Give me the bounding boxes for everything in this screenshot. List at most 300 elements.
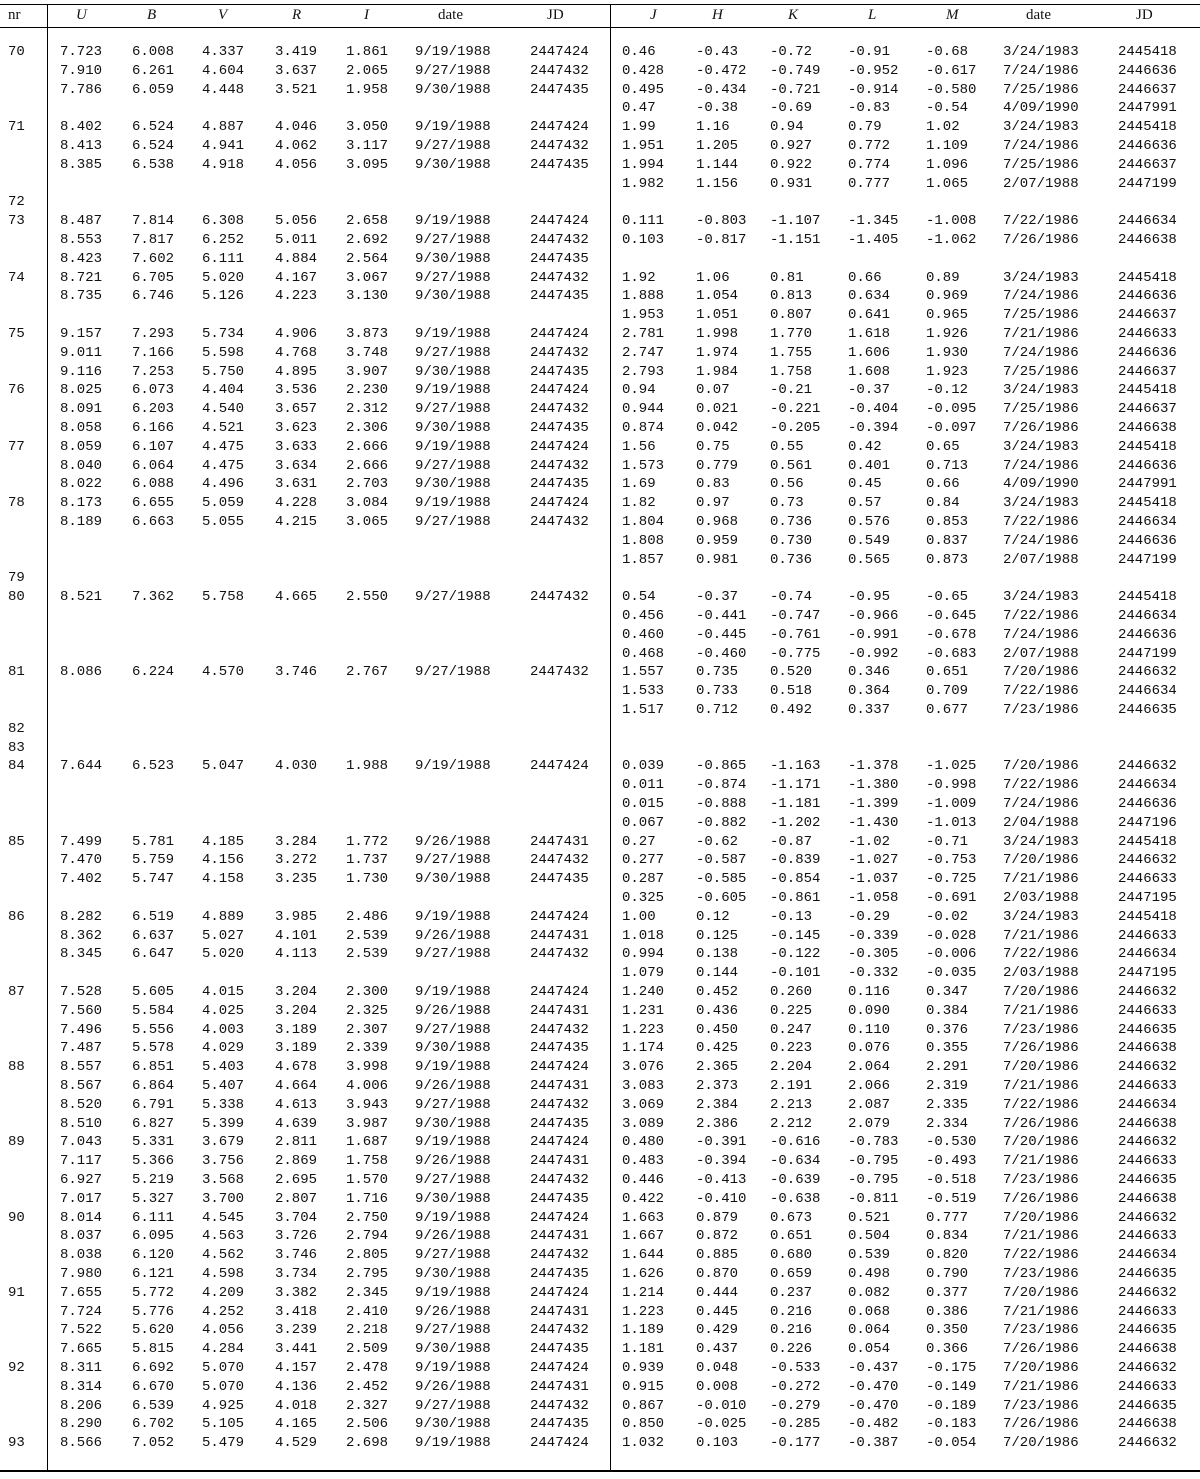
cell-v: 5.403	[202, 1059, 245, 1076]
table-row	[0, 1360, 1200, 1379]
cell-jd: 2447435	[530, 1190, 589, 1207]
cell-v: 4.158	[202, 871, 245, 888]
cell-k: 0.931	[770, 175, 813, 192]
cell-i: 1.758	[346, 1153, 389, 1170]
cell-jd: 2446637	[1118, 81, 1177, 98]
cell-b: 6.670	[132, 1378, 175, 1395]
cell-h: 1.144	[696, 156, 739, 173]
cell-date: 9/19/1988	[415, 758, 491, 775]
table-row	[0, 514, 1200, 533]
table-row	[0, 777, 1200, 796]
cell-h: 0.021	[696, 401, 739, 418]
cell-u: 8.385	[60, 156, 103, 173]
cell-i: 3.065	[346, 514, 389, 530]
cell-date: 7/24/1986	[1003, 457, 1079, 474]
cell-jd: 2447199	[1118, 175, 1177, 192]
cell-m: -0.149	[926, 1378, 977, 1395]
cell-r: 3.623	[275, 420, 318, 436]
table-row	[0, 984, 1200, 1003]
table-row	[0, 1304, 1200, 1323]
cell-b: 6.864	[132, 1078, 175, 1094]
cell-m: 2.335	[926, 1096, 969, 1113]
cell-i: 1.772	[346, 833, 389, 850]
cell-j: 1.240	[622, 984, 665, 1000]
cell-j: 1.214	[622, 1284, 665, 1301]
cell-k: 0.225	[770, 1002, 813, 1019]
header-5: I	[364, 7, 369, 23]
cell-m: -1.062	[926, 232, 977, 248]
cell-u: 7.499	[60, 833, 103, 850]
table-row	[0, 758, 1200, 777]
cell-l: -1.380	[848, 777, 899, 794]
cell-j: 2.793	[622, 363, 665, 380]
cell-date: 2/07/1988	[1003, 175, 1079, 192]
table-row	[0, 890, 1200, 909]
cell-jd: 2446633	[1118, 871, 1177, 888]
cell-j: 0.480	[622, 1134, 665, 1151]
cell-m: 0.837	[926, 532, 969, 549]
cell-u: 8.189	[60, 514, 103, 530]
cell-r: 3.204	[275, 1002, 318, 1019]
cell-jd: 2446638	[1118, 232, 1177, 248]
cell-b: 6.663	[132, 514, 175, 530]
cell-nr: 70	[8, 44, 25, 60]
cell-j: 0.94	[622, 382, 656, 399]
cell-k: 1.755	[770, 344, 813, 361]
header-2: B	[147, 7, 157, 23]
cell-h: -0.888	[696, 796, 747, 812]
cell-b: 7.052	[132, 1435, 175, 1452]
cell-l: 0.337	[848, 702, 891, 718]
cell-jd: 2447199	[1118, 551, 1177, 568]
cell-r: 3.382	[275, 1284, 318, 1301]
cell-date: 7/20/1986	[1003, 984, 1079, 1000]
cell-date: 9/27/1988	[415, 1397, 491, 1414]
cell-l: -1.058	[848, 890, 899, 906]
cell-k: 0.56	[770, 476, 804, 493]
cell-jd: 2447435	[530, 250, 589, 267]
cell-b: 6.851	[132, 1059, 175, 1076]
cell-date: 7/20/1986	[1003, 1435, 1079, 1452]
cell-jd: 2446632	[1118, 1435, 1177, 1452]
cell-date: 9/19/1988	[415, 1360, 491, 1376]
cell-m: 1.930	[926, 344, 969, 361]
cell-i: 2.506	[346, 1416, 389, 1433]
cell-jd: 2445418	[1118, 438, 1177, 455]
cell-k: 0.247	[770, 1021, 813, 1038]
cell-date: 7/24/1986	[1003, 796, 1079, 812]
cell-l: 0.521	[848, 1209, 891, 1226]
cell-u: 8.413	[60, 138, 103, 154]
cell-l: -0.83	[848, 100, 891, 117]
cell-date: 7/21/1986	[1003, 1303, 1079, 1320]
cell-date: 9/30/1988	[415, 476, 491, 493]
table-row	[0, 1341, 1200, 1360]
cell-b: 6.073	[132, 382, 175, 399]
cell-v: 4.056	[202, 1322, 245, 1339]
cell-h: 0.12	[696, 908, 730, 925]
cell-k: -0.122	[770, 946, 821, 963]
cell-date: 9/19/1988	[415, 213, 491, 230]
cell-j: 1.953	[622, 307, 665, 324]
cell-jd: 2447432	[530, 1322, 589, 1339]
cell-u: 8.557	[60, 1059, 103, 1076]
cell-i: 3.943	[346, 1096, 389, 1113]
cell-h: 0.97	[696, 495, 730, 512]
cell-date: 9/27/1988	[415, 232, 491, 248]
cell-jd: 2447431	[530, 1303, 589, 1320]
table-row	[0, 1059, 1200, 1078]
cell-r: 4.664	[275, 1078, 318, 1094]
cell-k: -0.74	[770, 589, 813, 606]
cell-date: 7/21/1986	[1003, 326, 1079, 342]
cell-r: 4.113	[275, 946, 318, 963]
cell-r: 4.678	[275, 1059, 318, 1076]
cell-l: 0.42	[848, 438, 882, 455]
cell-l: -0.95	[848, 589, 891, 606]
cell-m: -0.028	[926, 927, 977, 944]
cell-h: 0.735	[696, 664, 739, 681]
cell-r: 4.167	[275, 269, 318, 286]
cell-m: -0.645	[926, 608, 977, 624]
cell-l: 0.064	[848, 1322, 891, 1339]
cell-u: 8.721	[60, 269, 103, 286]
cell-date: 9/27/1988	[415, 514, 491, 530]
cell-j: 0.874	[622, 420, 665, 436]
cell-j: 1.808	[622, 532, 665, 549]
cell-b: 5.759	[132, 852, 175, 869]
cell-date: 7/22/1986	[1003, 1096, 1079, 1113]
cell-jd: 2447435	[530, 871, 589, 888]
cell-date: 7/26/1986	[1003, 232, 1079, 248]
column-divider-nr	[47, 4, 48, 1470]
cell-i: 1.958	[346, 81, 389, 98]
cell-u: 7.723	[60, 44, 103, 60]
cell-u: 8.423	[60, 250, 103, 267]
cell-i: 3.067	[346, 269, 389, 286]
cell-v: 4.918	[202, 156, 245, 173]
cell-l: -1.345	[848, 213, 899, 230]
cell-date: 9/30/1988	[415, 250, 491, 267]
cell-u: 8.282	[60, 908, 103, 925]
cell-m: -0.12	[926, 382, 969, 399]
cell-r: 4.529	[275, 1435, 318, 1452]
cell-jd: 2447435	[530, 288, 589, 305]
cell-date: 9/19/1988	[415, 326, 491, 342]
cell-l: -1.027	[848, 852, 899, 869]
cell-k: 0.922	[770, 156, 813, 173]
cell-nr: 72	[8, 194, 25, 211]
table-row	[0, 533, 1200, 552]
cell-j: 2.781	[622, 326, 665, 342]
cell-j: 1.663	[622, 1209, 665, 1226]
cell-v: 5.027	[202, 927, 245, 944]
cell-j: 1.982	[622, 175, 665, 192]
cell-v: 5.059	[202, 495, 245, 512]
cell-h: 0.870	[696, 1266, 739, 1282]
cell-date: 9/30/1988	[415, 1190, 491, 1207]
cell-r: 4.895	[275, 363, 318, 380]
cell-j: 0.325	[622, 890, 665, 906]
cell-v: 5.047	[202, 758, 245, 775]
cell-i: 2.658	[346, 213, 389, 230]
table-row	[0, 965, 1200, 984]
cell-i: 3.084	[346, 495, 389, 512]
cell-j: 0.939	[622, 1360, 665, 1376]
cell-date: 7/20/1986	[1003, 1059, 1079, 1076]
cell-l: -0.404	[848, 401, 899, 418]
cell-m: 0.777	[926, 1209, 969, 1226]
cell-i: 2.539	[346, 946, 389, 963]
cell-h: 0.83	[696, 476, 730, 493]
cell-m: -0.006	[926, 946, 977, 963]
cell-l: -0.783	[848, 1134, 899, 1151]
cell-nr: 75	[8, 326, 25, 342]
cell-l: 0.346	[848, 664, 891, 681]
cell-m: 0.347	[926, 984, 969, 1000]
cell-b: 6.088	[132, 476, 175, 493]
cell-j: 0.994	[622, 946, 665, 963]
cell-r: 3.657	[275, 401, 318, 418]
cell-b: 5.366	[132, 1153, 175, 1170]
cell-nr: 71	[8, 119, 25, 136]
cell-i: 2.486	[346, 908, 389, 925]
cell-u: 7.487	[60, 1040, 103, 1057]
table-row	[0, 1398, 1200, 1417]
cell-date: 7/22/1986	[1003, 514, 1079, 530]
cell-k: -0.639	[770, 1172, 821, 1188]
cell-h: 0.981	[696, 551, 739, 568]
cell-date: 7/23/1986	[1003, 1172, 1079, 1188]
cell-date: 7/20/1986	[1003, 1209, 1079, 1226]
cell-h: -0.817	[696, 232, 747, 248]
cell-u: 8.311	[60, 1360, 103, 1376]
cell-v: 4.563	[202, 1228, 245, 1245]
cell-h: -0.43	[696, 44, 739, 60]
cell-h: 0.144	[696, 965, 739, 982]
cell-v: 4.889	[202, 908, 245, 925]
cell-m: -1.008	[926, 213, 977, 230]
cell-b: 6.538	[132, 156, 175, 173]
cell-date: 7/21/1986	[1003, 1078, 1079, 1094]
cell-k: -0.761	[770, 626, 821, 643]
cell-b: 5.815	[132, 1341, 175, 1358]
cell-k: 0.520	[770, 664, 813, 681]
table-row	[0, 270, 1200, 289]
cell-j: 0.067	[622, 814, 665, 831]
cell-i: 3.095	[346, 156, 389, 173]
cell-jd: 2447432	[530, 664, 589, 681]
cell-u: 8.553	[60, 232, 103, 248]
cell-date: 9/30/1988	[415, 288, 491, 305]
cell-jd: 2446634	[1118, 946, 1177, 963]
cell-b: 6.519	[132, 908, 175, 925]
cell-k: 0.561	[770, 457, 813, 474]
table-row	[0, 439, 1200, 458]
cell-jd: 2446632	[1118, 758, 1177, 775]
cell-l: -0.339	[848, 927, 899, 944]
cell-k: -0.533	[770, 1360, 821, 1376]
cell-jd: 2447432	[530, 401, 589, 418]
cell-i: 3.907	[346, 363, 389, 380]
cell-l: -0.37	[848, 382, 891, 399]
cell-v: 5.105	[202, 1416, 245, 1433]
cell-k: 0.651	[770, 1228, 813, 1245]
cell-b: 6.008	[132, 44, 175, 60]
cell-jd: 2446632	[1118, 852, 1177, 869]
cell-date: 7/24/1986	[1003, 288, 1079, 305]
cell-v: 5.479	[202, 1435, 245, 1452]
cell-u: 7.528	[60, 984, 103, 1000]
cell-b: 5.327	[132, 1190, 175, 1207]
cell-l: 0.79	[848, 119, 882, 136]
cell-u: 9.157	[60, 326, 103, 342]
cell-i: 2.750	[346, 1209, 389, 1226]
cell-h: 2.384	[696, 1096, 739, 1113]
cell-v: 5.020	[202, 946, 245, 963]
cell-m: -0.175	[926, 1360, 977, 1376]
cell-nr: 93	[8, 1435, 25, 1452]
cell-h: -0.803	[696, 213, 747, 230]
cell-date: 9/19/1988	[415, 1209, 491, 1226]
cell-l: 0.110	[848, 1021, 891, 1038]
cell-l: 0.57	[848, 495, 882, 512]
cell-m: -0.518	[926, 1172, 977, 1188]
cell-m: -0.54	[926, 100, 969, 117]
cell-k: 0.736	[770, 514, 813, 530]
cell-v: 4.545	[202, 1209, 245, 1226]
cell-jd: 2446638	[1118, 1416, 1177, 1433]
cell-v: 4.887	[202, 119, 245, 136]
cell-l: -0.952	[848, 62, 899, 79]
cell-j: 1.804	[622, 514, 665, 530]
cell-v: 4.185	[202, 833, 245, 850]
cell-l: -0.795	[848, 1172, 899, 1188]
cell-date: 9/30/1988	[415, 81, 491, 98]
cell-jd: 2447432	[530, 1096, 589, 1113]
cell-r: 4.046	[275, 119, 318, 136]
cell-jd: 2446635	[1118, 1172, 1177, 1188]
header-6: date	[438, 7, 463, 23]
cell-nr: 90	[8, 1209, 25, 1226]
cell-date: 9/19/1988	[415, 495, 491, 512]
cell-l: -0.482	[848, 1416, 899, 1433]
cell-v: 5.407	[202, 1078, 245, 1094]
cell-r: 2.807	[275, 1190, 318, 1207]
cell-l: 1.618	[848, 326, 891, 342]
cell-j: 1.626	[622, 1266, 665, 1282]
cell-r: 3.633	[275, 438, 318, 455]
cell-date: 7/26/1986	[1003, 1341, 1079, 1358]
cell-jd: 2447432	[530, 138, 589, 154]
table-row	[0, 702, 1200, 721]
cell-nr: 88	[8, 1059, 25, 1076]
cell-b: 6.121	[132, 1266, 175, 1282]
table-row	[0, 1172, 1200, 1191]
cell-u: 7.402	[60, 871, 103, 888]
cell-nr: 78	[8, 495, 25, 512]
cell-j: 3.083	[622, 1078, 665, 1094]
cell-j: 1.644	[622, 1247, 665, 1264]
cell-m: 0.376	[926, 1021, 969, 1038]
cell-date: 9/26/1988	[415, 1078, 491, 1094]
cell-date: 9/19/1988	[415, 44, 491, 60]
cell-i: 3.873	[346, 326, 389, 342]
cell-j: 0.46	[622, 44, 656, 60]
cell-v: 5.070	[202, 1378, 245, 1395]
cell-b: 6.120	[132, 1247, 175, 1264]
cell-m: -0.68	[926, 44, 969, 60]
cell-m: -0.683	[926, 645, 977, 662]
cell-j: 1.181	[622, 1341, 665, 1358]
header-1: U	[76, 7, 87, 23]
cell-m: 2.291	[926, 1059, 969, 1076]
cell-date: 3/24/1983	[1003, 589, 1079, 606]
cell-b: 6.107	[132, 438, 175, 455]
cell-m: 0.384	[926, 1002, 969, 1019]
cell-j: 1.533	[622, 683, 665, 700]
cell-k: 0.260	[770, 984, 813, 1000]
cell-m: -0.691	[926, 890, 977, 906]
cell-jd: 2445418	[1118, 44, 1177, 60]
cell-j: 1.018	[622, 927, 665, 944]
cell-m: -0.519	[926, 1190, 977, 1207]
table-row	[0, 664, 1200, 683]
cell-r: 2.811	[275, 1134, 318, 1151]
table-row	[0, 495, 1200, 514]
table-row	[0, 1266, 1200, 1285]
cell-m: -0.65	[926, 589, 969, 606]
cell-h: 0.138	[696, 946, 739, 963]
cell-k: -0.69	[770, 100, 813, 117]
cell-date: 9/30/1988	[415, 420, 491, 436]
cell-jd: 2447435	[530, 81, 589, 98]
cell-v: 5.070	[202, 1360, 245, 1376]
cell-date: 7/22/1986	[1003, 213, 1079, 230]
table-row	[0, 194, 1200, 213]
cell-b: 6.261	[132, 62, 175, 79]
cell-l: 0.774	[848, 156, 891, 173]
cell-jd: 2445418	[1118, 119, 1177, 136]
cell-l: -0.470	[848, 1397, 899, 1414]
cell-jd: 2447424	[530, 1209, 589, 1226]
table-row	[0, 138, 1200, 157]
table-row	[0, 589, 1200, 608]
cell-date: 4/09/1990	[1003, 476, 1079, 493]
cell-jd: 2446637	[1118, 363, 1177, 380]
cell-j: 1.994	[622, 156, 665, 173]
cell-v: 6.308	[202, 213, 245, 230]
cell-m: -0.189	[926, 1397, 977, 1414]
cell-r: 4.613	[275, 1096, 318, 1113]
cell-h: 0.429	[696, 1322, 739, 1339]
cell-m: -0.183	[926, 1416, 977, 1433]
cell-m: -0.998	[926, 777, 977, 794]
cell-date: 7/23/1986	[1003, 1021, 1079, 1038]
cell-date: 3/24/1983	[1003, 438, 1079, 455]
cell-nr: 76	[8, 382, 25, 399]
cell-jd: 2447424	[530, 758, 589, 775]
cell-u: 7.043	[60, 1134, 103, 1151]
cell-h: -0.587	[696, 852, 747, 869]
cell-v: 4.029	[202, 1040, 245, 1057]
cell-v: 5.734	[202, 326, 245, 342]
cell-j: 0.287	[622, 871, 665, 888]
cell-m: 0.89	[926, 269, 960, 286]
cell-u: 7.655	[60, 1284, 103, 1301]
cell-l: -0.811	[848, 1190, 899, 1207]
cell-v: 4.252	[202, 1303, 245, 1320]
